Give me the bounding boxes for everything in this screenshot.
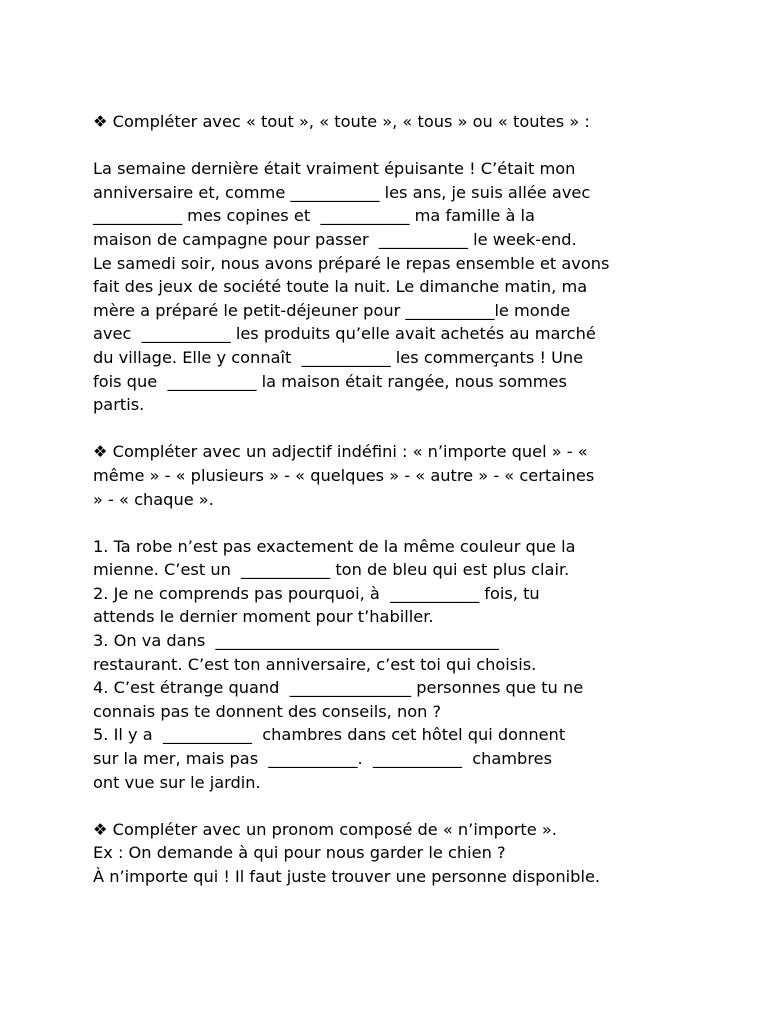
section-2-line: mienne. C’est un ___________ ton de bleu qui est plus clair.	[93, 560, 570, 580]
section-1-line: fait des jeux de société toute la nuit. Le dimanche matin, ma	[93, 277, 588, 297]
section-1-line: La semaine dernière était vraiment épuisante ! C’était mon	[93, 159, 576, 179]
spacer	[93, 134, 693, 158]
section-1-line: partis.	[93, 395, 145, 415]
section-2-line: restaurant. C’est ton anniversaire, c’est toi qui choisis.	[93, 654, 537, 674]
section-2-line: 4. C’est étrange quand _______________ personnes que tu ne	[93, 678, 584, 698]
document-page	[93, 110, 693, 889]
spacer	[93, 511, 693, 535]
section-1-line: du village. Elle y connaît ___________ les commerçants ! Une	[93, 347, 584, 367]
section-2-line: sur la mer, mais pas ___________. ___________ chambres	[93, 749, 553, 769]
section-3-heading: ❖ Compléter avec un pronom composé de « n’importe ».	[93, 819, 557, 839]
spacer	[93, 417, 693, 441]
section-2-line: connais pas te donnent des conseils, non ?	[93, 701, 442, 721]
section-1-line: mère a préparé le petit-déjeuner pour ___________le monde	[93, 300, 571, 320]
section-2-heading: ❖ Compléter avec un adjectif indéfini : « n’importe quel » - «	[93, 442, 588, 462]
section-1-line: maison de campagne pour passer ___________ le week-end.	[93, 229, 577, 249]
section-3-line: Ex : On demande à qui pour nous garder le chien ?	[93, 843, 506, 863]
section-3-line: À n’importe qui ! Il faut juste trouver une personne disponible.	[93, 867, 601, 886]
section-2-line: 2. Je ne comprends pas pourquoi, à ___________ fois, tu	[93, 583, 540, 603]
section-1-line: anniversaire et, comme ___________ les ans, je suis allée avec	[93, 182, 591, 202]
section-2-line: 5. Il y a ___________ chambres dans cet hôtel qui donnent	[93, 725, 566, 745]
section-2-line: attends le dernier moment pour t’habiller.	[93, 607, 434, 627]
section-2-line: 3. On va dans ___________________________________	[93, 631, 499, 651]
section-2-heading: » - « chaque ».	[93, 489, 214, 509]
spacer	[93, 794, 693, 818]
section-1-heading: ❖ Compléter avec « tout », « toute », « tous » ou « toutes » :	[93, 112, 590, 131]
section-1-line: ___________ mes copines et ___________ ma famille à la	[93, 206, 535, 226]
section-1-line: Le samedi soir, nous avons préparé le repas ensemble et avons	[93, 253, 610, 273]
section-2-heading: même » - « plusieurs » - « quelques » - « autre » - « certaines	[93, 465, 595, 485]
section-2-line: 1. Ta robe n’est pas exactement de la même couleur que la	[93, 536, 576, 556]
section-1-line: fois que ___________ la maison était rangée, nous sommes	[93, 371, 567, 391]
section-2-line: ont vue sur le jardin.	[93, 772, 261, 792]
section-1-line: avec ___________ les produits qu’elle avait achetés au marché	[93, 324, 596, 344]
